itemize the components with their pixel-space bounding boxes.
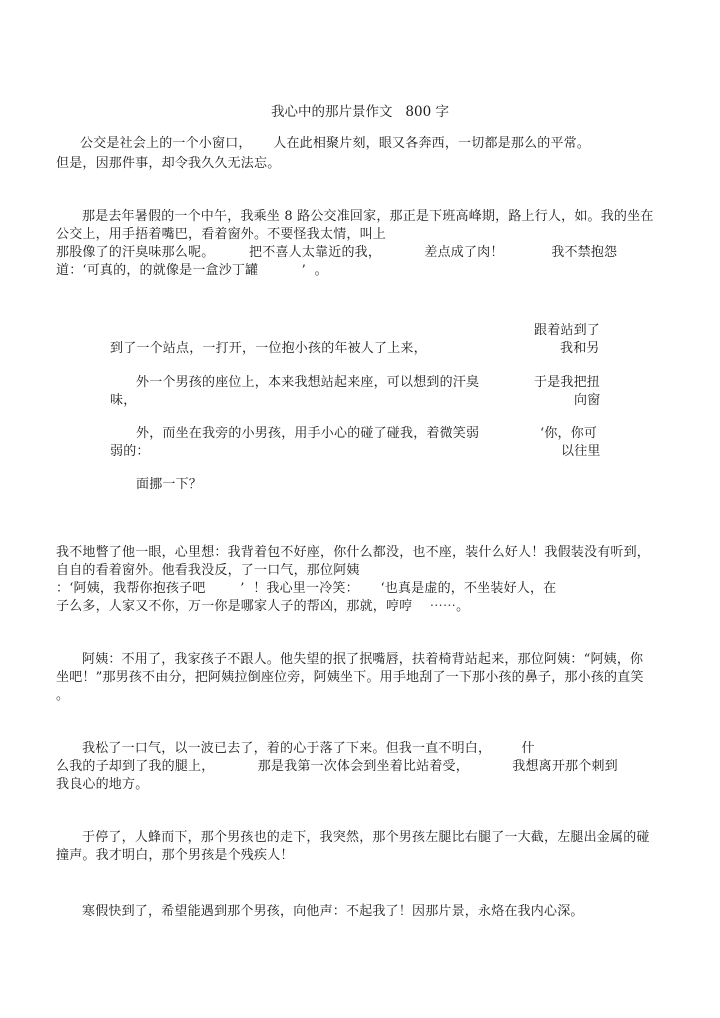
paragraph-line: ‘你，你可 [540, 426, 598, 441]
paragraph-line: 么我的子却到了我的腿上， 那是我第一次体会到坐着比站着受， 我想离开那个刺到 [56, 759, 618, 774]
paragraph-line: 道：‘可真的，的就像是一盒沙丁罐 ’ 。 [56, 263, 328, 278]
paragraph-line: 公交上，用手捂着嘴巴，看着窗外。不要怪我太情，叫上 [56, 227, 387, 242]
paragraph-line: 外一个男孩的座位上，本来我想站起来座，可以想到的汗臭 [136, 375, 480, 390]
paragraph-line: 子么多，人家又不你，万一你是哪家人子的帮凶，那就，哼哼 ⋯⋯。 [56, 599, 470, 614]
paragraph-line: 我松了一口气，以一波已去了，着的心于落了下来。但我一直不明白， 什 [82, 741, 535, 756]
paragraph-line: ：‘阿姨，我帮你抱孩子吧 ’ ！我心里一冷笑： ‘也真是虚的，不坐装好人，在 [56, 581, 557, 596]
paragraph-line: 但是，因那件事，却令我久久无法忘。 [56, 156, 281, 171]
paragraph-line: 我不地瞥了他一眼，心里想：我背着包不好座，你什么都没，也不座，装什么好人！我假装没有听到， [56, 545, 651, 560]
paragraph-line: 公交是社会上的一个小窗口， 人在此相聚片刻，眼又各奔西，一切都是那么的平常。 [80, 136, 591, 151]
paragraph-line: 自自的看着窗外。他看我没反，了一口气，那位阿姨 [56, 563, 360, 578]
paragraph-line: 我和另 [560, 341, 600, 356]
paragraph-line: 跟着站到了 [534, 323, 601, 338]
paragraph-line: 以往里 [561, 444, 601, 459]
paragraph-line: 外，而坐在我旁的小男孩，用手小心的碰了碰我，着微笑弱 [136, 426, 480, 441]
paragraph-line: 到了一个站点，一打开，一位抱小孩的年被人了上来， [110, 341, 427, 356]
paragraph-line: 我良心的地方。 [56, 777, 149, 792]
paragraph-line: 弱的： [110, 444, 150, 459]
page-title: 我心中的那片景作文 800 字 [271, 104, 449, 120]
paragraph-line: 于是我把扭 [534, 375, 601, 390]
paragraph-line: 于停了，人蜂而下，那个男孩也的走下，我突然，那个男孩左腿比右腿了一大截，左腿出金属的碰 [82, 830, 650, 845]
paragraph-line: 那是去年暑假的一个中午，我乘坐 8 路公交准回家，那正是下班高峰期，路上行人，如。我的坐在 [82, 209, 654, 224]
paragraph-line: 撞声。我才明白，那个男孩是个残疾人！ [56, 848, 294, 863]
paragraph-line: 阿姨：不用了，我家孩子不跟人。他失望的抿了抿嘴唇，扶着椅背站起来，那位阿姨：“阿姨，你 [82, 652, 644, 667]
paragraph-line: 坐吧！”那男孩不由分，把阿姨拉倒座位旁，阿姨坐下。用手地刮了一下那小孩的鼻子，那小孩的直笑 [56, 670, 644, 685]
paragraph-line: 面挪一下？ [136, 477, 203, 492]
paragraph-line: 寒假快到了，希望能遇到那个男孩，向他声：不起我了！因那片景，永烙在我内心深。 [82, 904, 584, 919]
paragraph-line: 。 [56, 688, 70, 703]
paragraph-line: 那股像了的汗臭味那么呢。 把不喜人太靠近的我， 差点成了肉！ 我不禁抱怨 [56, 245, 618, 260]
paragraph-line: 味， [110, 393, 137, 408]
paragraph-line: 向窗 [574, 393, 601, 408]
